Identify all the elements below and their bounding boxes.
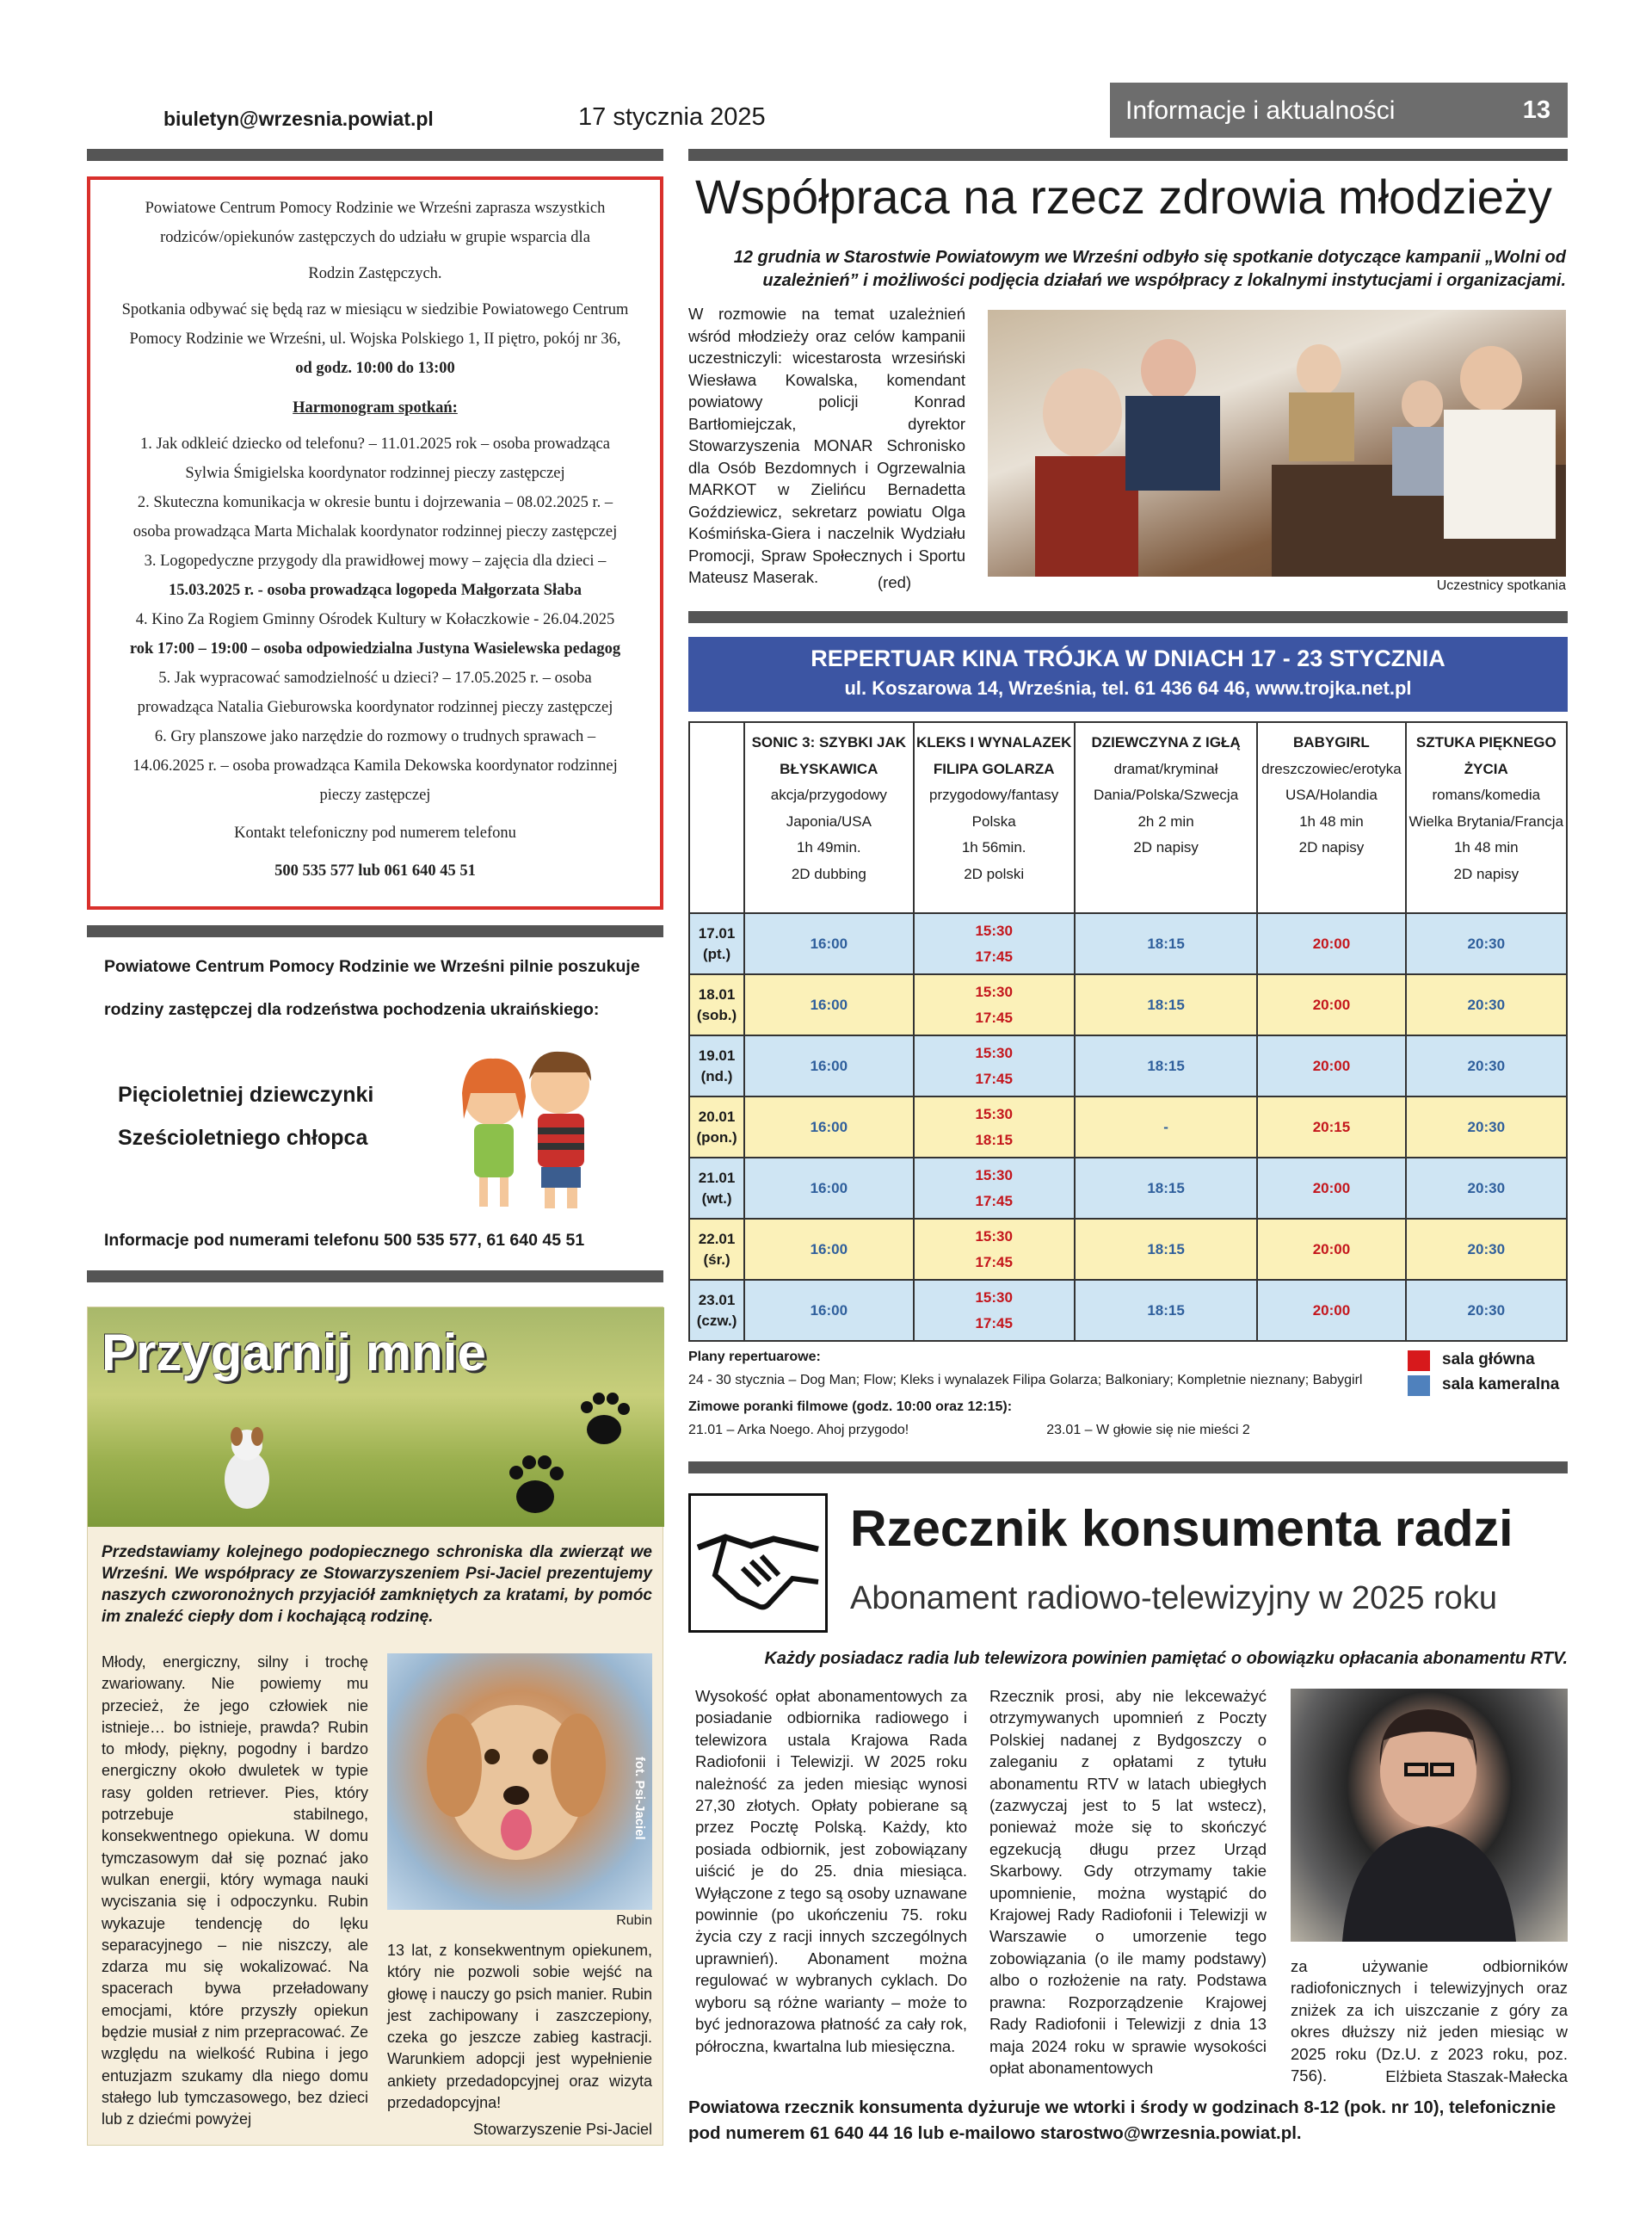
showtime-pair bbox=[914, 1280, 1075, 1341]
movie-title: DZIEWCZYNA Z IGŁĄ bbox=[1091, 734, 1241, 751]
day-date: 22.01 bbox=[698, 1230, 736, 1247]
foster-line-1: Powiatowe Centrum Pomocy Rodzinie we Wrześni pilnie poszukuje bbox=[104, 957, 640, 976]
morning-label: Zimowe poranki filmowe (godz. 10:00 oraz 12:15): bbox=[688, 1399, 1013, 1414]
showtime: 16:00 bbox=[744, 913, 913, 974]
day-cell bbox=[689, 1035, 744, 1096]
showtime: 16:00 bbox=[744, 1219, 913, 1280]
movie-detail: 1h 48 min bbox=[1453, 839, 1519, 856]
page-number: 13 bbox=[1522, 96, 1550, 124]
cinema-title: REPERTUAR KINA TRÓJKA W DNIACH 17 - 23 STYCZNIA bbox=[811, 646, 1446, 671]
showtime: 17:45 bbox=[975, 1070, 1013, 1087]
article-photo-caption: Uczestnicy spotkania bbox=[1436, 578, 1566, 593]
legend-main-hall-swatch bbox=[1408, 1350, 1430, 1371]
showtime: 20:00 bbox=[1257, 1035, 1405, 1096]
dog-signature: Stowarzyszenie Psi-Jaciel bbox=[472, 2121, 652, 2138]
day-cell bbox=[689, 1219, 744, 1280]
table-row bbox=[689, 1280, 1567, 1341]
divider bbox=[87, 1270, 663, 1282]
showtime: 20:30 bbox=[1406, 913, 1567, 974]
day-cell bbox=[689, 913, 744, 974]
showtime: 20:30 bbox=[1406, 974, 1567, 1035]
notice-phones: 500 535 577 lub 061 640 45 51 bbox=[274, 862, 476, 880]
header-date: 17 stycznia 2025 bbox=[578, 103, 766, 131]
movie-header bbox=[1406, 722, 1567, 913]
notice-line: 2. Skuteczna komunikacja w okresie buntu i dojrzewania – 08.02.2025 r. – bbox=[137, 494, 613, 511]
article-lead: 12 grudnia w Starostwie Powiatowym we Wrześni odbyło się spotkanie dotyczące kampanii „Wolni od uzależnień” i możliwości podjęcia działań we współpracy z lokalnymi instytucjami i organizacjami. bbox=[733, 248, 1566, 290]
consumer-lead: Każdy posiadacz radia lub telewizora powinien pamiętać o obowiązku opłacania abonamentu RTV. bbox=[764, 1649, 1568, 1668]
showtime: 17:45 bbox=[975, 948, 1013, 965]
showtime-pair bbox=[914, 974, 1075, 1035]
table-row bbox=[689, 1035, 1567, 1096]
cinema-header bbox=[688, 637, 1568, 712]
notice-line: 14.06.2025 r. – osoba prowadząca Kamila Dekowska koordynator rodzinnej bbox=[133, 757, 618, 775]
day-date: 21.01 bbox=[698, 1169, 736, 1186]
movie-header bbox=[1075, 722, 1257, 913]
header-section-bar bbox=[1110, 83, 1568, 138]
meadow-photo bbox=[88, 1307, 664, 1527]
notice-line: rodziców/opiekunów zastępczych do udziału w grupie wsparcia dla bbox=[160, 229, 590, 246]
legend-small-hall: sala kameralna bbox=[1442, 1375, 1560, 1393]
photo-credit: fot. Psi-Jaciel bbox=[632, 1757, 647, 1840]
movie-detail: USA/Holandia bbox=[1285, 787, 1378, 803]
movie-detail: Polska bbox=[971, 812, 1016, 830]
day-cell bbox=[689, 1158, 744, 1219]
divider bbox=[688, 611, 1568, 623]
divider bbox=[87, 149, 663, 161]
divider bbox=[688, 1461, 1568, 1473]
showtime: 17:45 bbox=[975, 1253, 1013, 1270]
legend-main-hall: sala główna bbox=[1442, 1350, 1535, 1368]
movie-detail: Japonia/USA bbox=[786, 812, 872, 830]
notice-line: Rodzin Zastępczych. bbox=[308, 265, 442, 282]
meeting-illustration bbox=[988, 310, 1566, 577]
movie-detail: 2D napisy bbox=[1133, 839, 1199, 856]
dog-section-title: Przygarnij mnie bbox=[102, 1324, 486, 1381]
table-row bbox=[689, 1219, 1567, 1280]
notice-line: 1. Jak odkleić dziecko od telefonu? – 11.01.2025 rok – osoba prowadząca bbox=[140, 435, 610, 453]
showtime: 18:15 bbox=[1075, 1280, 1257, 1341]
movie-title: SONIC 3: SZYBKI JAK BŁYSKAWICA bbox=[751, 734, 907, 777]
showtime: 20:00 bbox=[1257, 1280, 1405, 1341]
foster-family-notice bbox=[87, 947, 663, 1265]
showtime: 18:15 bbox=[975, 1131, 1013, 1148]
handshake-icon bbox=[688, 1493, 828, 1633]
day-of-week: (wt.) bbox=[701, 1189, 732, 1207]
day-of-week: (pt.) bbox=[703, 945, 731, 962]
notice-line: pieczy zastępczej bbox=[319, 787, 431, 804]
showtime: 15:30 bbox=[975, 983, 1013, 1000]
day-date: 20.01 bbox=[698, 1108, 736, 1125]
cinema-schedule-table bbox=[688, 721, 1568, 1342]
showtime: 15:30 bbox=[975, 922, 1013, 939]
table-row bbox=[689, 974, 1567, 1035]
movie-title: SZTUKA PIĘKNEGO ŻYCIA bbox=[1415, 734, 1556, 777]
showtime: 15:30 bbox=[975, 1105, 1013, 1122]
movie-detail: dramat/kryminał bbox=[1113, 760, 1218, 777]
movie-detail: 1h 48 min bbox=[1299, 812, 1364, 830]
day-of-week: (nd.) bbox=[700, 1067, 733, 1084]
showtime: 16:00 bbox=[744, 1280, 913, 1341]
day-date: 23.01 bbox=[698, 1291, 736, 1308]
day-date: 19.01 bbox=[698, 1047, 736, 1064]
divider bbox=[688, 149, 1568, 161]
movie-header bbox=[744, 722, 913, 913]
showtime: 15:30 bbox=[975, 1288, 1013, 1306]
notice-line: 15.03.2025 r. - osoba prowadząca logopeda Małgorzata Słaba bbox=[169, 582, 582, 599]
showtime: 20:30 bbox=[1406, 1280, 1567, 1341]
notice-line: 4. Kino Za Rogiem Gminny Ośrodek Kultury w Kołaczkowie - 26.04.2025 bbox=[135, 611, 615, 628]
day-date: 18.01 bbox=[698, 985, 736, 1003]
schedule-heading: Harmonogram spotkań: bbox=[293, 399, 458, 417]
notice-line: prowadząca Natalia Gieburowska koordynator rodzinnej pieczy zastępczej bbox=[137, 699, 613, 716]
day-of-week: (czw.) bbox=[696, 1312, 737, 1329]
showtime-pair bbox=[914, 1158, 1075, 1219]
movie-header bbox=[1257, 722, 1405, 913]
showtime: 20:30 bbox=[1406, 1158, 1567, 1219]
notice-line: 5. Jak wypracować samodzielność u dzieci? – 17.05.2025 r. – osoba bbox=[158, 670, 592, 687]
movie-title: BABYGIRL bbox=[1293, 734, 1370, 751]
showtime: 18:15 bbox=[1075, 1219, 1257, 1280]
movie-title: KLEKS I WYNALAZEK FILIPA GOLARZA bbox=[915, 734, 1072, 777]
showtime: 16:00 bbox=[744, 1035, 913, 1096]
showtime: 20:00 bbox=[1257, 1219, 1405, 1280]
notice-line: osoba prowadząca Marta Michalak koordynator rodzinnej pieczy zastępczej bbox=[133, 523, 618, 541]
movie-detail: 1h 56min. bbox=[961, 839, 1026, 856]
dog-intro: Przedstawiamy kolejnego podopiecznego schroniska dla zwierząt we Wrześni. We współpracy ze Stowarzyszeniem Psi-Jaciel prezentujemy naszych czworonożnych przyjaciół zamkniętych za kratami, by pomóc im znaleźć ciepły dom i kochającą rodzinę. bbox=[102, 1543, 652, 1626]
portrait-illustration bbox=[1291, 1689, 1568, 1942]
notice-line: Pomocy Rodzinie we Wrześni, ul. Wojska Polskiego 1, II piętro, pokój nr 36, bbox=[129, 330, 621, 348]
movie-detail: Wielka Brytania/Francja bbox=[1409, 812, 1564, 830]
showtime: 20:00 bbox=[1257, 1158, 1405, 1219]
showtime: 16:00 bbox=[744, 974, 913, 1035]
showtime: - bbox=[1075, 1096, 1257, 1158]
foster-girl: Pięcioletniej dziewczynki bbox=[118, 1083, 374, 1107]
consumer-footer: Powiatowa rzecznik konsumenta dyżuruje we wtorki i środy w godzinach 8-12 (pok. nr 10), telefonicznie pod numerem 61 640 44 16 lub e-mailowo starostwo@wrzesnia.powiat.pl. bbox=[688, 2097, 1556, 2143]
article-title: Współpraca na rzecz zdrowia młodzieży bbox=[695, 170, 1552, 224]
showtime: 20:30 bbox=[1406, 1219, 1567, 1280]
dog-photo-caption: Rubin bbox=[616, 1913, 652, 1928]
divider bbox=[87, 925, 663, 937]
dog-text-col2: 13 lat, z konsekwentnym opiekunem, który nie pozwoli sobie wejść na głowę i nauczy go psich manier. Rubin jest zachipowany i zaszczepiony, czeka go jeszcze zabieg kastracji. Warunkiem adopcji jest wypełnienie ankiety przedadopcyjnej oraz wizyta przedadopcyjna! bbox=[387, 1942, 652, 2112]
header-section-title: Informacje i aktualności bbox=[1125, 96, 1396, 125]
notice-line: od godz. 10:00 do 13:00 bbox=[295, 360, 455, 377]
foster-phones: Informacje pod numerami telefonu 500 535 577, 61 640 45 51 bbox=[104, 1231, 585, 1250]
article-signature: (red) bbox=[878, 573, 912, 591]
showtime: 16:00 bbox=[744, 1158, 913, 1219]
table-corner bbox=[689, 722, 744, 913]
article-body: W rozmowie na temat uzależnień wśród młodzieży oraz celów kampanii uczestniczyli: wicestarosta wrzesiński Wiesława Kowalska, komendant powiatowy policji Konrad Bartłomiejczak, dyrektor Stowarzyszenia MONAR Schronisko dla Osób Bezdomnych i Ogrzewalnia MARKOT w Zielińcu Bernadetta Goździewicz, sekretarz powiatu Olga Kośmińska-Giera i naczelnik Wydziału Promocji, Spraw Społecznych i Sportu Mateusz Maserak. bbox=[688, 305, 965, 586]
plans-label: Plany repertuarowe: bbox=[688, 1350, 821, 1364]
cinema-legend bbox=[1442, 1347, 1559, 1397]
showtime: 17:45 bbox=[975, 1192, 1013, 1209]
movie-detail: akcja/przygodowy bbox=[770, 787, 887, 803]
movie-detail: 2h 2 min bbox=[1137, 812, 1194, 830]
showtime: 20:30 bbox=[1406, 1035, 1567, 1096]
showtime: 18:15 bbox=[1075, 1035, 1257, 1096]
cinema-subtitle: ul. Koszarowa 14, Września, tel. 61 436 64 46, www.trojka.net.pl bbox=[844, 677, 1412, 699]
day-of-week: (sob.) bbox=[696, 1006, 737, 1023]
table-row bbox=[689, 1096, 1567, 1158]
cinema-footer bbox=[688, 1345, 1568, 1442]
plans-text: 24 - 30 stycznia – Dog Man; Flow; Kleks i wynalazek Filipa Golarza; Balkoniary; Kompletnie nieznany; Babygirl bbox=[688, 1373, 1363, 1387]
day-of-week: (śr.) bbox=[703, 1251, 730, 1268]
showtime-pair bbox=[914, 1035, 1075, 1096]
showtime: 18:15 bbox=[1075, 913, 1257, 974]
day-cell bbox=[689, 974, 744, 1035]
movie-detail: 1h 49min. bbox=[796, 839, 861, 856]
day-cell bbox=[689, 1280, 744, 1341]
notice-line: 3. Logopedyczne przygody dla prawidłowej mowy – zajęcia dla dzieci – bbox=[144, 553, 607, 570]
showtime: 18:15 bbox=[1075, 974, 1257, 1035]
morning-show-2: 23.01 – W głowie się nie mieści 2 bbox=[1046, 1423, 1250, 1437]
consumer-col1: Wysokość opłat abonamentowych za posiadanie odbiornika radiowego i telewizora ustala Krajowa Rada Radiofonii i Telewizji. W 2025 roku należność za jeden miesiąc wynosi 27,30 złotych. Opłaty pobierane są przez Pocztę Polską. Każdy, kto posiada odbiornik, jest zobowiązany uiścić je do 25. dnia miesiąca. Wyłączone z tego są osoby uznawane powinnie (po ukończeniu 75. roku życia czy z racji innych szczególnych uprawnień). Abonament można regulować w wybranych cyklach. Do wyboru są różne warianty – może to być jednorazowa płatność za cały rok, półroczna, kwartalna lub miesięczna. bbox=[695, 1687, 967, 2055]
movie-header bbox=[914, 722, 1075, 913]
showtime-pair bbox=[914, 913, 1075, 974]
consumer-title: Rzecznik konsumenta radzi bbox=[850, 1500, 1513, 1557]
day-cell bbox=[689, 1096, 744, 1158]
dog-illustration bbox=[387, 1653, 652, 1910]
consumer-col3: za używanie odbiorników radiofonicznych i telewizyjnych oraz zniżek za ich uiszczanie z góry za okres dłuższy niż jeden miesiąc w 2025 roku (Dz.U. z 2023 roku, poz. 756). bbox=[1291, 1957, 1568, 2085]
header-email: biuletyn@wrzesnia.powiat.pl bbox=[163, 108, 434, 130]
movie-detail: dreszczowiec/erotyka bbox=[1261, 760, 1402, 777]
morning-shows bbox=[688, 1418, 1568, 1442]
day-of-week: (pon.) bbox=[696, 1128, 737, 1146]
notice-line: rok 17:00 – 19:00 – osoba odpowiedzialna Justyna Wasielewska pedagog bbox=[129, 640, 621, 658]
paw-prints-icon bbox=[492, 1385, 647, 1523]
consumer-col2: Rzecznik prosi, aby nie lekceważyć otrzymywanych upomnień z Poczty Polskiej nadanej z Bydgoszczy o zaleganiu z opłatami z tytułu abonamentu RTV w latach ubiegłych (zazwyczaj jest to 5 lat wstecz), ponieważ może się to skończyć egzekucją długu przez Urząd Skarbowy. Gdy otrzymamy takie upomnienie, można wystąpić do Krajowej Rady Radiofonii i Telewizji w Warszawie o umorzenie tego zobowiązania (o ile mamy podstawy) albo o rozłożenie na raty. Podstawa prawna: Rozporządzenie Krajowej Rady Radiofonii i Telewizji z dnia 13 maja 2024 roku w sprawie wysokości opłat abonamentowych bbox=[989, 1687, 1267, 2077]
notice-line: Sylwia Śmigielska koordynator rodzinnej pieczy zastępczej bbox=[185, 465, 565, 482]
movie-detail: 2D napisy bbox=[1298, 839, 1365, 856]
consumer-subtitle: Abonament radiowo-telewizyjny w 2025 roku bbox=[850, 1580, 1497, 1616]
showtime: 15:30 bbox=[975, 1044, 1013, 1061]
movie-detail: 2D napisy bbox=[1453, 865, 1519, 882]
movie-detail: 2D dubbing bbox=[791, 865, 866, 882]
notice-line: 6. Gry planszowe jako narzędzie do rozmowy o trudnych sprawach – bbox=[154, 728, 596, 745]
movie-detail: 2D polski bbox=[964, 865, 1025, 882]
meeting-photo bbox=[988, 310, 1566, 577]
legend-small-hall-swatch bbox=[1408, 1375, 1430, 1396]
movie-detail: Dania/Polska/Szwecja bbox=[1093, 787, 1239, 803]
showtime: 20:30 bbox=[1406, 1096, 1567, 1158]
adopt-dog-section bbox=[87, 1306, 663, 2146]
foster-line-2: rodziny zastępczej dla rodzeństwa pochodzenia ukraińskiego: bbox=[104, 1000, 600, 1019]
showtime: 20:15 bbox=[1257, 1096, 1405, 1158]
showtime: 16:00 bbox=[744, 1096, 913, 1158]
consumer-signature: Elżbieta Staszak-Małecka bbox=[1385, 2067, 1568, 2085]
rubin-dog-photo bbox=[387, 1653, 652, 1910]
movie-detail: przygodowy/fantasy bbox=[929, 787, 1059, 803]
morning-show-1: 21.01 – Arka Noego. Ahoj przygodo! bbox=[688, 1423, 909, 1437]
showtime-pair bbox=[914, 1219, 1075, 1280]
table-row bbox=[689, 1158, 1567, 1219]
dog-text-col1: Młody, energiczny, silny i trochę zwariowany. Nie powiemy mu przecież, że jego człowiek nie istnieje… bo istnieje, prawda? Rubin to młody, piękny, pogodny i bardzo energiczny około dwuletek w typie rasy golden retriever. Pies, który potrzebuje stabilnego, konsekwentnego opiekuna. W domu tymczasowym dał się poznać jako wulkan energii, który wymaga nauki wyciszania się i odpoczynku. Rubin wykazuje tendencję do lęku separacyjnego – nie niszczy, ale zdarza mu się wokalizować. Na spacerach bywa przeładowany emocjami, które przyszły opiekun będzie musiał z nim przepracować. Ze względu na wielkość Rubina i jego entuzjazm szukamy dla niego domu stałego lub tymczasowego, bez dzieci lub z dziećmi powyżej bbox=[102, 1653, 368, 2128]
showtime: 17:45 bbox=[975, 1314, 1013, 1331]
table-row bbox=[689, 913, 1567, 974]
showtime: 15:30 bbox=[975, 1166, 1013, 1183]
day-date: 17.01 bbox=[698, 924, 736, 942]
ombudsman-photo bbox=[1291, 1689, 1568, 1942]
notice-line: Spotkania odbywać się będą raz w miesiącu w siedzibie Powiatowego Centrum bbox=[121, 301, 629, 318]
small-dog-photo bbox=[208, 1419, 286, 1514]
notice-line: Powiatowe Centrum Pomocy Rodzinie we Wrześni zaprasza wszystkich bbox=[145, 200, 606, 217]
children-illustration bbox=[440, 1033, 620, 1218]
showtime: 20:00 bbox=[1257, 913, 1405, 974]
pcpr-support-group-notice bbox=[87, 176, 663, 910]
showtime: 18:15 bbox=[1075, 1158, 1257, 1219]
notice-line: Kontakt telefoniczny pod numerem telefonu bbox=[234, 825, 516, 842]
movie-detail: romans/komedia bbox=[1432, 787, 1541, 803]
showtime: 15:30 bbox=[975, 1227, 1013, 1245]
foster-boy: Sześcioletniego chłopca bbox=[118, 1126, 368, 1150]
showtime: 20:00 bbox=[1257, 974, 1405, 1035]
showtime-pair bbox=[914, 1096, 1075, 1158]
showtime: 17:45 bbox=[975, 1009, 1013, 1026]
